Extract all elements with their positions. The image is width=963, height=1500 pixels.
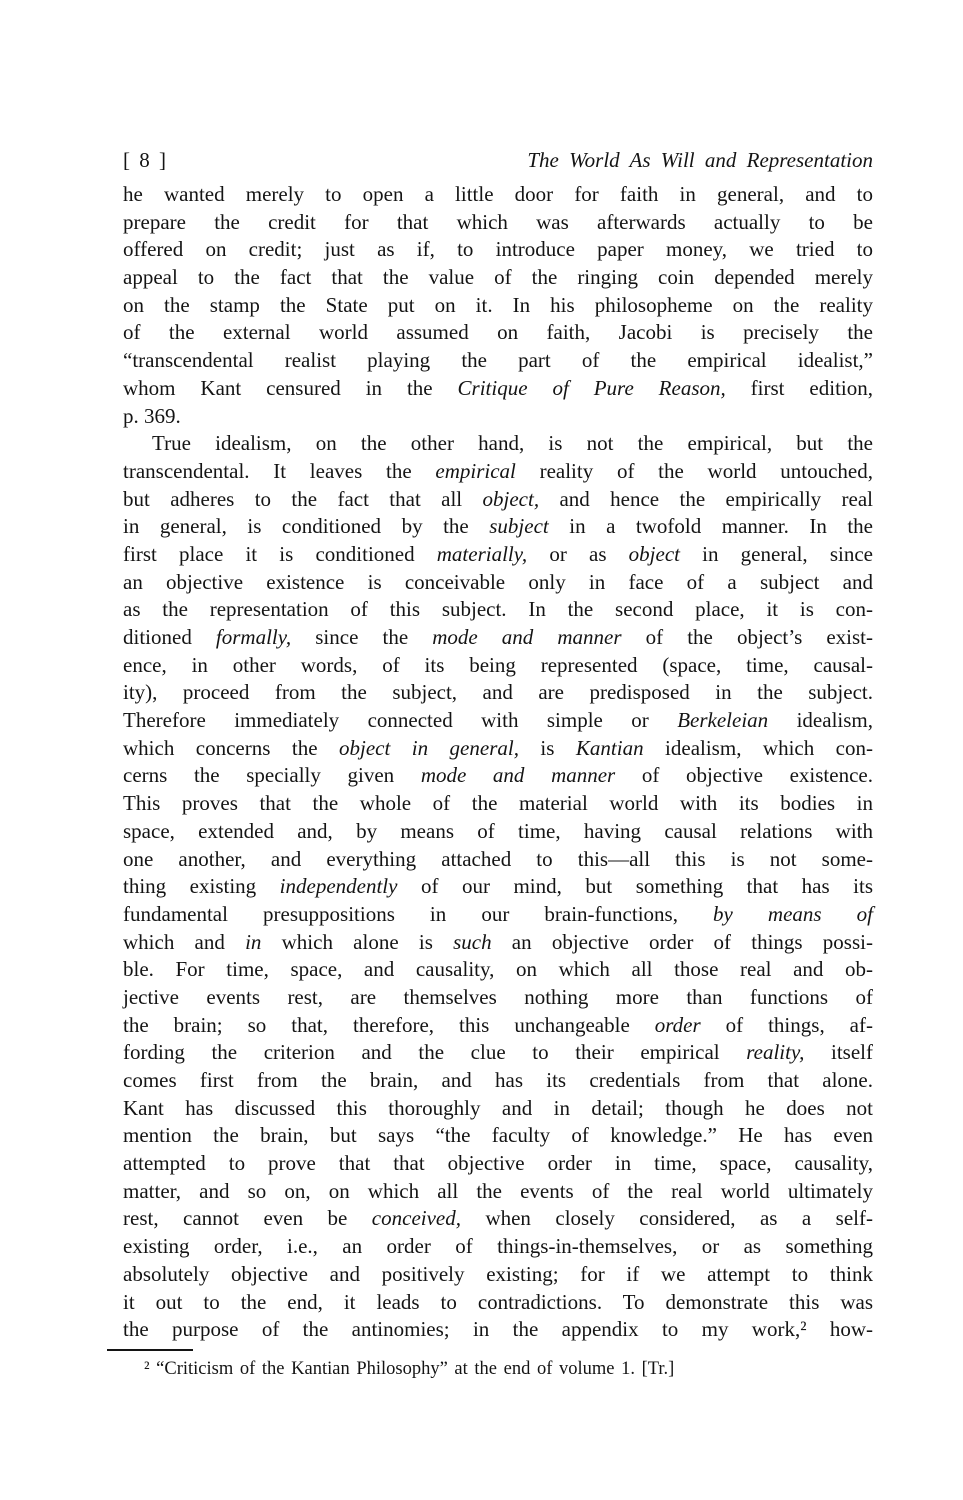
footnote	[123, 1356, 873, 1382]
text-line: prepare the credit for that which was afterwards actually to be	[123, 209, 873, 234]
text-line: cerns the specially given mode and manner of objective existence.	[123, 763, 873, 788]
text-line: but adheres to the fact that all object, and hence the empirically real	[123, 486, 873, 511]
text-line: in general, is conditioned by the subject in a twofold manner. In the	[123, 514, 873, 539]
text-line: p. 369.	[123, 403, 181, 428]
text-line: he wanted merely to open a little door for faith in general, and to	[123, 182, 873, 206]
text-line: fording the criterion and the clue to their empirical reality, itself	[123, 1040, 873, 1065]
text-line: Therefore immediately connected with simple or Berkeleian idealism,	[123, 708, 873, 733]
text-line: fundamental presuppositions in our brain-functions, by means of	[123, 901, 873, 926]
text-line: ble. For time, space, and causality, on which all those real and ob-	[123, 957, 873, 982]
text-line: as the representation of this subject. In the second place, it is con-	[123, 597, 873, 622]
text-line: first place it is conditioned materially, or as object in general, since	[123, 541, 873, 566]
running-title: The World As Will and Representation	[527, 148, 873, 172]
text-line: an objective existence is conceivable only in face of a subject and	[123, 569, 873, 594]
text-line: it out to the end, it leads to contradictions. To demonstrate this was	[123, 1289, 873, 1314]
text-line: rest, cannot even be conceived, when closely considered, as a self-	[123, 1206, 873, 1231]
text-line: ditioned formally, since the mode and manner of the object’s exist-	[123, 625, 873, 649]
footnote-separator-rule	[107, 1349, 193, 1351]
text-line: the brain; so that, therefore, this unchangeable order of things, af-	[123, 1012, 873, 1037]
page-number: [ 8 ]	[123, 148, 168, 172]
text-line: absolutely objective and positively existing; for if we attempt to think	[123, 1261, 873, 1286]
text-line: comes first from the brain, and has its credentials from that alone.	[123, 1068, 873, 1092]
text-line: which and in which alone is such an objective order of things possi-	[123, 929, 873, 954]
text-line: mention the brain, but says “the faculty of knowledge.” He has even	[123, 1123, 873, 1148]
text-line: whom Kant censured in the Critique of Pure Reason, first edition,	[123, 375, 874, 400]
footnote-line: ² “Criticism of the Kantian Philosophy” at the end of volume 1. [Tr.]	[144, 1359, 675, 1379]
text-line: which concerns the object in general, is Kantian idealism, which con-	[123, 735, 873, 760]
text-line: on the stamp the State put on it. In his philosopheme on the reality	[123, 292, 873, 317]
text-line: thing existing independently of our mind, but something that has its	[123, 874, 874, 899]
text-line: True idealism, on the other hand, is not the empirical, but the	[152, 431, 873, 456]
text-line: ity), proceed from the subject, and are predisposed in the subject.	[123, 680, 873, 705]
text-line: existing order, i.e., an order of things-in-themselves, or as something	[123, 1234, 873, 1259]
text-line: of the external world assumed on faith, Jacobi is precisely the	[123, 320, 873, 345]
text-line: “transcendental realist playing the part of the empirical idealist,”	[123, 348, 873, 373]
text-line: Kant has discussed this thoroughly and in detail; though he does not	[123, 1095, 873, 1120]
text-line: one another, and everything attached to this—all this is not some-	[123, 846, 873, 871]
text-line: attempted to prove that that objective order in time, space, causality,	[123, 1151, 873, 1176]
text-line: ence, in other words, of its being represented (space, time, causal-	[123, 652, 873, 677]
text-line: transcendental. It leaves the empirical reality of the world untouched,	[123, 458, 873, 483]
text-line: the purpose of the antinomies; in the appendix to my work,² how-	[123, 1317, 873, 1342]
body-text	[123, 181, 873, 1344]
book-page	[123, 0, 873, 1500]
running-header	[123, 147, 873, 174]
text-line: space, extended and, by means of time, having causal relations with	[123, 818, 873, 843]
text-line: matter, and so on, on which all the events of the real world ultimately	[123, 1178, 873, 1203]
text-line: jective events rest, are themselves nothing more than functions of	[123, 984, 873, 1009]
text-line: offered on credit; just as if, to introduce paper money, we tried to	[123, 237, 873, 262]
text-line: This proves that the whole of the material world with its bodies in	[123, 791, 873, 816]
text-line: appeal to the fact that the value of the ringing coin depended merely	[123, 265, 873, 290]
